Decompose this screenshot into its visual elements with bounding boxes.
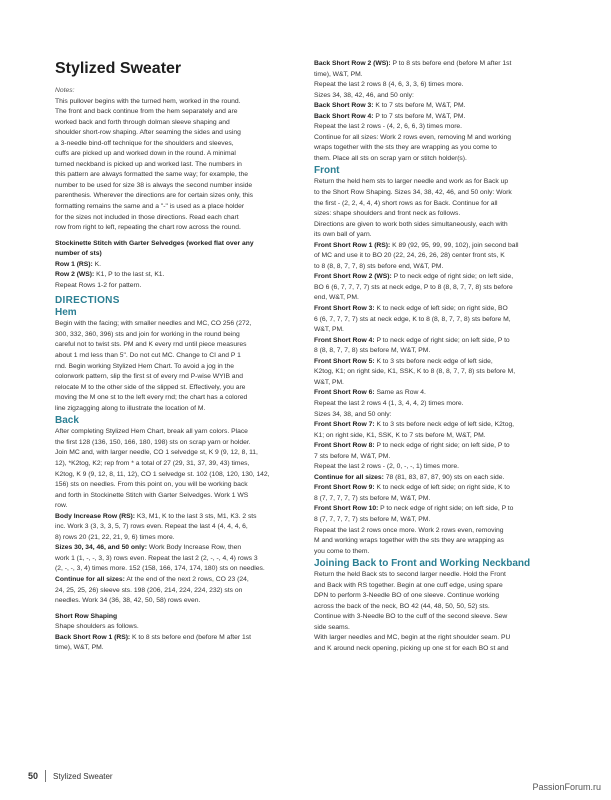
- left-column: [55, 60, 295, 654]
- body-increase-row: Body Increase Row (RS): K3, M1, K to the last 3 sts, M1, K3. 2 sts inc. Work 3 (3, 3, 3, 5, 7) rows even. Repeat the last 4 (4, 4, 4, 6, 8) rows 20 (21, 22, 21, 9, 6) times more.: [55, 512, 257, 541]
- sizes-34-38-50-label: Sizes 34, 38, and 50 only:: [314, 410, 392, 418]
- sizes-30-instructions: Sizes 30, 34, 46, and 50 only: Work Body Increase Row, then work 1 (1, -, -, 3, 3) rows even. Repeat the last 2 (2, -, -, 4, 4) rows 3 (2, -, -, 3, 4) times more. 152 (158, 166, 174, 174, 180) sts on needles.: [55, 544, 265, 573]
- continue-all-sizes-3: Continue for all sizes: 78 (81, 83, 87, 87, 90) sts on each side.: [314, 473, 505, 481]
- front-short-row-repeat-3: Repeat the last 2 rows once more. Work 2 rows even, removing M and working wraps together with the sts they are wrapping as you come to them.: [314, 526, 504, 555]
- page-footer: [28, 770, 113, 782]
- back-short-row-3: Back Short Row 3: K to 7 sts before M, W&T, PM.: [314, 102, 466, 110]
- back-short-row-2: Back Short Row 2 (WS): P to 8 sts before end (before M after 1st time), W&T, PM.: [314, 60, 512, 78]
- front-heading: Front: [314, 165, 340, 177]
- front-text: Return the held hem sts to larger needle and work as for Back up to the Short Row Shaping. Sizes 34, 38, 42, 46, and 50 only: Work the first - (2, 2, 4, 4, 4) short rows as for Back. Continue for all sizes: shape shoulders and front neck as follows. Directions are given to work both sides simultaneously, each with its own ball of yarn.: [314, 178, 512, 239]
- back-short-row-repeat: Repeat the last 2 rows 8 (4, 6, 3, 3, 6) times more.: [314, 81, 464, 89]
- front-short-row-3: Front Short Row 3: K to neck edge of left side; on right side, BO 6 (6, 7, 7, 7, 7) sts at neck edge, K to 8 (8, 8, 7, 7, 8) sts before M, W&T, PM.: [314, 305, 511, 334]
- stitch-row-2: Row 2 (WS): K1, P to the last st, K1.: [55, 271, 165, 279]
- continue-all-sizes-1: Continue for all sizes: At the end of the next 2 rows, CO 23 (24, 24, 25, 25, 26) sleeve sts. 198 (206, 214, 224, 224, 232) sts on needles. Work 34 (36, 38, 42, 50, 58) rows even.: [55, 575, 249, 605]
- stitch-title: Stockinette Stitch with Garter Selvedges (worked flat over any number of sts): [55, 239, 254, 258]
- notes-label: Notes:: [55, 87, 75, 94]
- front-short-row-repeat-1: Repeat the last 2 rows 4 (1, 3, 4, 4, 2) times more.: [314, 399, 464, 407]
- front-short-row-10: Front Short Row 10: P to neck edge of right side; on left side, P to 8 (7, 7, 7, 7, 7) sts before M, W&T, PM.: [314, 505, 514, 523]
- short-row-title: Short Row Shaping: [55, 612, 118, 620]
- sizes-34-label: Sizes 34, 38, 42, 46, and 50 only:: [314, 91, 414, 99]
- front-short-row-1: Front Short Row 1 (RS): K 89 (92, 95, 99, 99, 102), join second ball of MC and use it to BO 20 (22, 24, 26, 26, 28) center front sts, K to 8 (8, 8, 7, 7, 8) sts before end, W&T, PM.: [314, 241, 519, 270]
- right-column: [314, 59, 556, 655]
- stitch-row-1: Row 1 (RS): K.: [55, 260, 101, 268]
- front-short-row-9: Front Short Row 9: K to neck edge of left side; on right side, K to 8 (7, 7, 7, 7, 7) sts before M, W&T, PM.: [314, 484, 510, 502]
- front-short-row-repeat-2: Repeat the last 2 rows - (2, 0, -, -, 1) times more.: [314, 463, 460, 471]
- back-short-row-1: Back Short Row 1 (RS): K to 8 sts before end (before M after 1st time), W&T, PM.: [55, 633, 251, 652]
- back-text: After completing Stylized Hem Chart, break all yarn colors. Place the first 128 (136, 150, 166, 180, 198) sts on scrap yarn or holder. Join MC and, with larger needle, CO 1 selvedge st, K 9 (9, 12, 8, 11, 12), *K2tog, K2; rep from * a total of 27 (29, 31, 37, 39, 43) times, K2tog, K 9 (9, 12, 8, 11, 12), CO 1 selvedge st. 102 (108, 120, 130, 142, 156) sts on needles. From this point on, you will be working back and forth in Stockinette Stitch with Garter Selvedges. Work 1 WS row.: [55, 428, 270, 510]
- footer-title: Stylized Sweater: [53, 771, 113, 781]
- stitch-repeat: Repeat Rows 1-2 for pattern.: [55, 281, 142, 289]
- back-heading: Back: [55, 415, 79, 427]
- joining-heading: Joining Back to Front and Working Neckband: [314, 558, 531, 570]
- joining-text: Return the held Back sts to second larger needle. Hold the Front and Back with RS together. Begin at one cuff edge, using spare DPN to perform 3-Needle BO of one sleeve. Continue working across the back of the neck, BO 42 (44, 48, 50, 50, 52) sts. Continue with 3-Needle BO to the cuff of the second sleeve. Sew side seams. With larger needles and MC, begin at the right shoulder seam. PU and K around neck opening, picking up one st for each BO st and: [314, 571, 511, 652]
- short-row-intro: Shape shoulders as follows.: [55, 623, 139, 631]
- hem-heading: Hem: [55, 307, 77, 319]
- directions-heading: DIRECTIONS: [55, 295, 120, 307]
- front-short-row-7: Front Short Row 7: K to 3 sts before neck edge of left side, K2tog, K1; on right side, K1, SSK, K to 7 sts before M, W&T, PM.: [314, 421, 515, 439]
- front-short-row-4: Front Short Row 4: P to neck edge of right side; on left side, P to 8 (8, 8, 7, 7, 8) sts before M, W&T, PM.: [314, 336, 510, 355]
- footer-divider: [45, 770, 46, 782]
- back-short-row-34-repeat: Repeat the last 2 rows - (4, 2, 6, 6, 3) times more.: [314, 123, 463, 131]
- watermark: PassionForum.ru: [532, 782, 601, 792]
- front-short-row-5: Front Short Row 5: K to 3 sts before neck edge of left side, K2tog, K1; on right side, K1, SSK, K to 8 (8, 8, 7, 7, 8) sts before M, W&T, PM.: [314, 357, 516, 386]
- front-short-row-6: Front Short Row 6: Same as Row 4.: [314, 389, 426, 397]
- front-short-row-8: Front Short Row 8: P to neck edge of right side; on left side, P to 7 sts before M, W&T, PM.: [314, 442, 510, 460]
- page-title: Stylized Sweater: [55, 60, 182, 77]
- front-short-row-2: Front Short Row 2 (WS): P to neck edge of right side; on left side, BO 6 (6, 7, 7, 7, 7) sts at neck edge, P to 8 (8, 8, 7, 7, 8) sts before end, W&T, PM.: [314, 273, 514, 302]
- hem-text: Begin with the facing; with smaller needles and MC, CO 256 (272, 300, 332, 360, 396) sts and join for working in the round being careful not to twist sts. PM and K every rnd until piece measures about 1 rnd less than 5". Do not cut MC. Change to CI and P 1 rnd. Begin working Stylized Hem Chart. To avoid a jog in the colorwork pattern, slip the first st of every rnd P-wise WYIB and relocate M to the other side of the slipped st. Effectively, you are moving the M one st to the left every rnd; the chart has a colored line zigzagging along to illustrate the location of M.: [55, 320, 252, 412]
- back-short-row-4: Back Short Row 4: P to 7 sts before M, W&T, PM.: [314, 112, 466, 120]
- continue-all-back: Continue for all sizes: Work 2 rows even, removing M and working wraps together with the sts they are wrapping as you come to them. Place all sts on scrap yarn or stitch holder(s).: [314, 133, 511, 162]
- notes-text: This pullover begins with the turned hem, worked in the round. The front and back continue from the hem separately and are worked back and forth through dolman sleeve shaping and shoulder short-row shaping. After seaming the sides and using a 3-needle bind-off technique for the shoulders and sleeves, cuffs are picked up and worked down in the round. A minimal turned neckband is picked up and worked last. The numbers in this pattern are always formatted the same way; for example, the number to be used for size 38 is always the second number inside parenthesis. Wherever the directions are for certain sizes only, this formatting remains the same and a "-" is used as a place holder for the sizes not included in those directions. Read each chart row from right to left, repeating the chart row across the round.: [55, 97, 254, 232]
- page-number: 50: [28, 771, 39, 781]
